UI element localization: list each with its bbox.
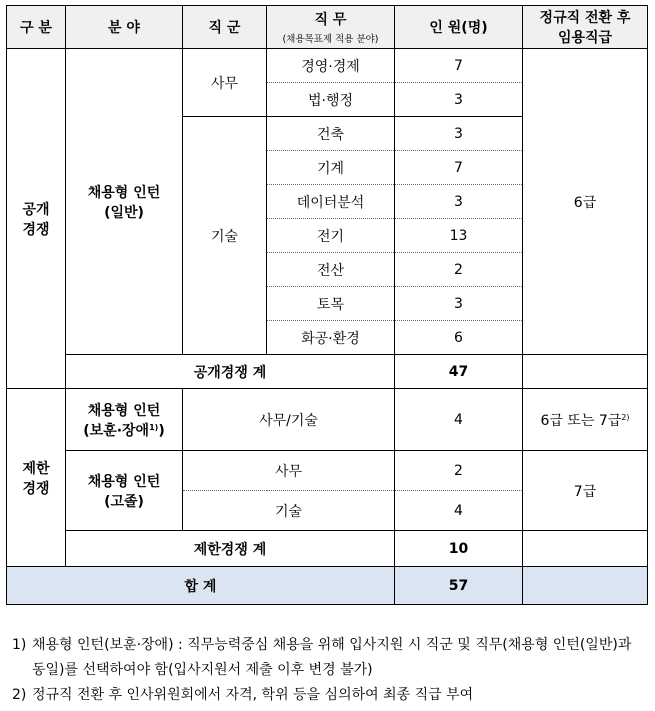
duty-cell: 데이터분석 xyxy=(267,185,395,219)
veteran-count: 4 xyxy=(395,389,523,451)
open-subtotal-label: 공개경쟁 계 xyxy=(66,355,395,389)
duty-cell: 경영·경제 xyxy=(267,49,395,83)
field-veteran-disabled: 채용형 인턴 (보훈·장애$^{1)}$) xyxy=(66,389,183,451)
category-open: 공개 경쟁 xyxy=(7,49,66,389)
field-highschool: 채용형 인턴 (고졸) xyxy=(66,451,183,531)
header-field: 분 야 xyxy=(66,6,183,49)
grade-open: 6급 xyxy=(523,49,648,355)
duty-cell: 건축 xyxy=(267,117,395,151)
header-grade-line2: 임용직급 xyxy=(557,30,613,46)
footnote-1: 1) 채용형 인턴(보훈·장애) : 직무능력중심 채용을 위해 입사지원 시 직군 및 직무(채용형 인턴(일반)과 동일)를 선택하여야 함(입사지원서 제출 이후 변경 불가) xyxy=(12,637,632,678)
header-duty-label: 직 무 xyxy=(314,12,347,28)
field-open-general: 채용형 인턴 (일반) xyxy=(66,49,183,355)
duty-cell: 기계 xyxy=(267,151,395,185)
count-cell: 13 xyxy=(395,219,523,253)
header-job-group: 직 군 xyxy=(183,6,267,49)
open-subtotal-value: 47 xyxy=(395,355,523,389)
count-cell: 3 xyxy=(395,185,523,219)
duty-cell: 화공·환경 xyxy=(267,321,395,355)
duty-cell: 토목 xyxy=(267,287,395,321)
open-subtotal-grade xyxy=(523,355,648,389)
total-grade xyxy=(523,567,648,605)
hs-tech: 기술 xyxy=(183,491,395,531)
hs-grade: 7급 xyxy=(523,451,648,531)
recruitment-table xyxy=(6,5,648,605)
total-label: 합 계 xyxy=(7,567,395,605)
count-cell: 7 xyxy=(395,151,523,185)
count-cell: 3 xyxy=(395,83,523,117)
veteran-grade: 6급 또는 7급$^{2)}$ xyxy=(523,389,648,451)
total-value: 57 xyxy=(395,567,523,605)
count-cell: 7 xyxy=(395,49,523,83)
count-cell: 3 xyxy=(395,117,523,151)
hs-tech-count: 4 xyxy=(395,491,523,531)
header-grade-line1: 정규직 전환 후 xyxy=(539,10,631,26)
restricted-subtotal-label: 제한경쟁 계 xyxy=(66,531,395,567)
count-cell: 6 xyxy=(395,321,523,355)
duty-cell: 전산 xyxy=(267,253,395,287)
group-tech: 기술 xyxy=(183,117,267,355)
duty-cell: 전기 xyxy=(267,219,395,253)
footnotes xyxy=(12,633,647,708)
restricted-subtotal-value: 10 xyxy=(395,531,523,567)
restricted-subtotal-grade xyxy=(523,531,648,567)
header-grade xyxy=(523,6,648,49)
header-duty-sub: (채용목표제 적용 분야) xyxy=(282,34,379,45)
hs-office-count: 2 xyxy=(395,451,523,491)
footnote-2: 2) 정규직 전환 후 인사위원회에서 자격, 학위 등을 심의하여 최종 직급 부여 xyxy=(12,687,474,703)
group-office: 사무 xyxy=(183,49,267,117)
header-category: 구 분 xyxy=(7,6,66,49)
hs-office: 사무 xyxy=(183,451,395,491)
header-count: 인 원(명) xyxy=(395,6,523,49)
duty-cell: 법·행정 xyxy=(267,83,395,117)
count-cell: 2 xyxy=(395,253,523,287)
count-cell: 3 xyxy=(395,287,523,321)
header-duty xyxy=(267,6,395,49)
veteran-duty: 사무/기술 xyxy=(183,389,395,451)
category-restricted: 제한 경쟁 xyxy=(7,389,66,567)
